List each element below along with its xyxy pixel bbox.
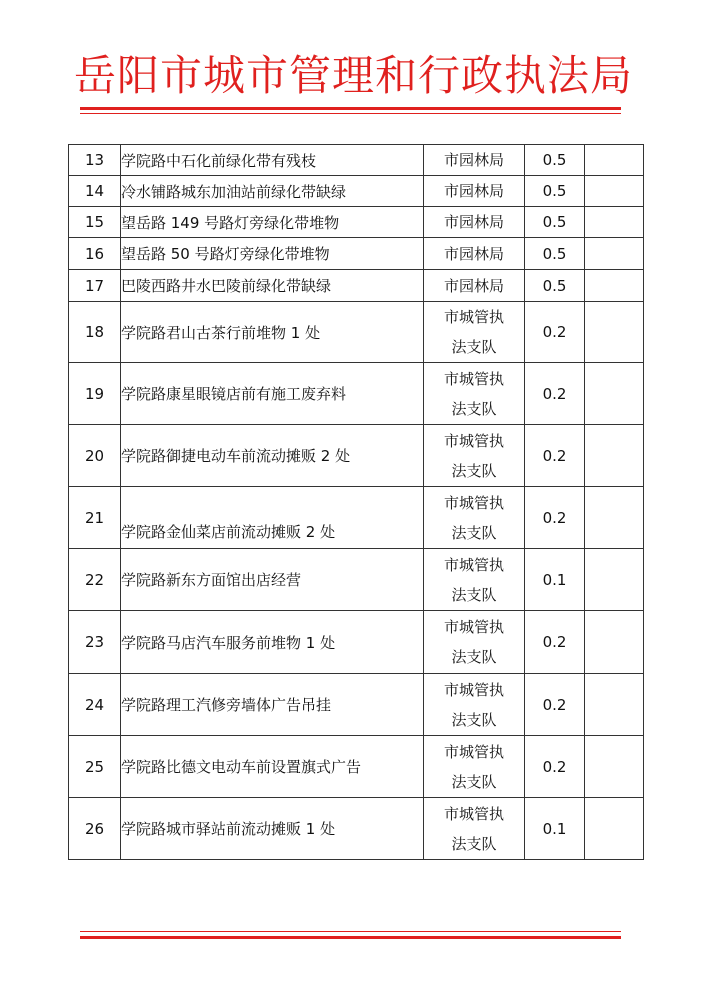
header-rule-thin <box>80 113 621 114</box>
row-note <box>585 549 644 611</box>
row-value: 0.2 <box>525 363 585 425</box>
row-description: 学院路君山古茶行前堆物 1 处 <box>121 302 424 363</box>
row-department: 市园林局 <box>424 176 525 207</box>
dept-line-1: 市城管执 <box>443 555 504 574</box>
row-department: 市园林局 <box>424 207 525 238</box>
row-note <box>585 302 644 363</box>
table-row <box>69 176 644 207</box>
row-note <box>585 207 644 238</box>
row-description: 巴陵西路井水巴陵前绿化带缺绿 <box>121 270 424 302</box>
row-number: 22 <box>69 549 121 611</box>
table-row <box>69 549 644 611</box>
row-value: 0.1 <box>525 549 585 611</box>
row-number: 24 <box>69 674 121 736</box>
table-row <box>69 302 644 363</box>
row-number: 26 <box>69 798 121 860</box>
row-value: 0.1 <box>525 798 585 860</box>
row-department <box>424 674 525 736</box>
row-value: 0.5 <box>525 145 585 176</box>
row-note <box>585 736 644 798</box>
row-department <box>424 425 525 487</box>
dept-line-1: 市城管执 <box>443 493 504 512</box>
row-number: 23 <box>69 611 121 674</box>
row-value: 0.2 <box>525 487 585 549</box>
header-rule-thick <box>80 107 621 110</box>
row-department: 市园林局 <box>424 270 525 302</box>
row-description: 学院路康星眼镜店前有施工废弃料 <box>121 363 424 425</box>
dept-line-2: 法支队 <box>451 834 497 853</box>
row-note <box>585 487 644 549</box>
row-note <box>585 363 644 425</box>
row-description: 学院路御捷电动车前流动摊贩 2 处 <box>121 425 424 487</box>
dept-line-1: 市城管执 <box>443 308 504 326</box>
table-row <box>69 363 644 425</box>
row-description: 学院路金仙菜店前流动摊贩 2 处 <box>121 487 424 549</box>
row-note <box>585 425 644 487</box>
dept-line-2: 法支队 <box>451 710 497 729</box>
row-department <box>424 549 525 611</box>
row-note <box>585 674 644 736</box>
row-value: 0.2 <box>525 302 585 363</box>
dept-line-2: 法支队 <box>451 523 497 542</box>
page-title: 岳阳市城市管理和行政执法局 <box>73 51 633 100</box>
row-department <box>424 302 525 363</box>
row-note <box>585 145 644 176</box>
dept-line-2: 法支队 <box>451 772 497 791</box>
dept-line-1: 市城管执 <box>443 742 504 761</box>
dept-line-1: 市城管执 <box>443 804 504 823</box>
table-row <box>69 207 644 238</box>
footer-rule-thick <box>80 936 621 939</box>
row-description: 望岳路 50 号路灯旁绿化带堆物 <box>121 238 424 270</box>
row-description: 冷水铺路城东加油站前绿化带缺绿 <box>121 176 424 207</box>
row-value: 0.5 <box>525 270 585 302</box>
row-value: 0.2 <box>525 674 585 736</box>
row-note <box>585 611 644 674</box>
row-note <box>585 176 644 207</box>
row-description: 学院路比德文电动车前设置旗式广告 <box>121 736 424 798</box>
dept-line-2: 法支队 <box>451 399 497 418</box>
row-number: 13 <box>69 145 121 176</box>
table-row <box>69 270 644 302</box>
row-number: 20 <box>69 425 121 487</box>
row-value: 0.5 <box>525 207 585 238</box>
row-note <box>585 798 644 860</box>
row-description: 学院路中石化前绿化带有残枝 <box>121 145 424 176</box>
dept-line-1: 市城管执 <box>443 431 504 450</box>
row-department <box>424 487 525 549</box>
row-department <box>424 363 525 425</box>
table-row <box>69 145 644 176</box>
row-value: 0.5 <box>525 176 585 207</box>
row-department <box>424 736 525 798</box>
row-description: 学院路马店汽车服务前堆物 1 处 <box>121 611 424 674</box>
row-number: 17 <box>69 270 121 302</box>
dept-line-1: 市城管执 <box>443 369 504 388</box>
dept-line-2: 法支队 <box>451 648 497 666</box>
row-number: 25 <box>69 736 121 798</box>
dept-line-2: 法支队 <box>451 338 497 356</box>
dept-line-1: 市城管执 <box>443 618 504 636</box>
table-row <box>69 736 644 798</box>
row-description: 望岳路 149 号路灯旁绿化带堆物 <box>121 207 424 238</box>
table-row <box>69 238 644 270</box>
dept-line-2: 法支队 <box>451 461 497 480</box>
row-description: 学院路新东方面馆出店经营 <box>121 549 424 611</box>
row-number: 19 <box>69 363 121 425</box>
row-department: 市园林局 <box>424 145 525 176</box>
row-description: 学院路城市驿站前流动摊贩 1 处 <box>121 798 424 860</box>
row-value: 0.5 <box>525 238 585 270</box>
row-department <box>424 611 525 674</box>
dept-line-1: 市城管执 <box>443 680 504 699</box>
table-row <box>69 487 644 549</box>
row-department <box>424 798 525 860</box>
dept-line-2: 法支队 <box>451 585 497 604</box>
row-number: 16 <box>69 238 121 270</box>
row-note <box>585 270 644 302</box>
row-note <box>585 238 644 270</box>
row-department: 市园林局 <box>424 238 525 270</box>
row-value: 0.2 <box>525 425 585 487</box>
table-row <box>69 425 644 487</box>
row-number: 21 <box>69 487 121 549</box>
row-number: 15 <box>69 207 121 238</box>
table-row <box>69 798 644 860</box>
table-row <box>69 611 644 674</box>
table-row <box>69 674 644 736</box>
row-value: 0.2 <box>525 611 585 674</box>
row-number: 14 <box>69 176 121 207</box>
row-value: 0.2 <box>525 736 585 798</box>
report-table <box>68 144 644 860</box>
row-number: 18 <box>69 302 121 363</box>
footer-rule-thin <box>80 931 621 932</box>
row-description: 学院路理工汽修旁墙体广告吊挂 <box>121 674 424 736</box>
